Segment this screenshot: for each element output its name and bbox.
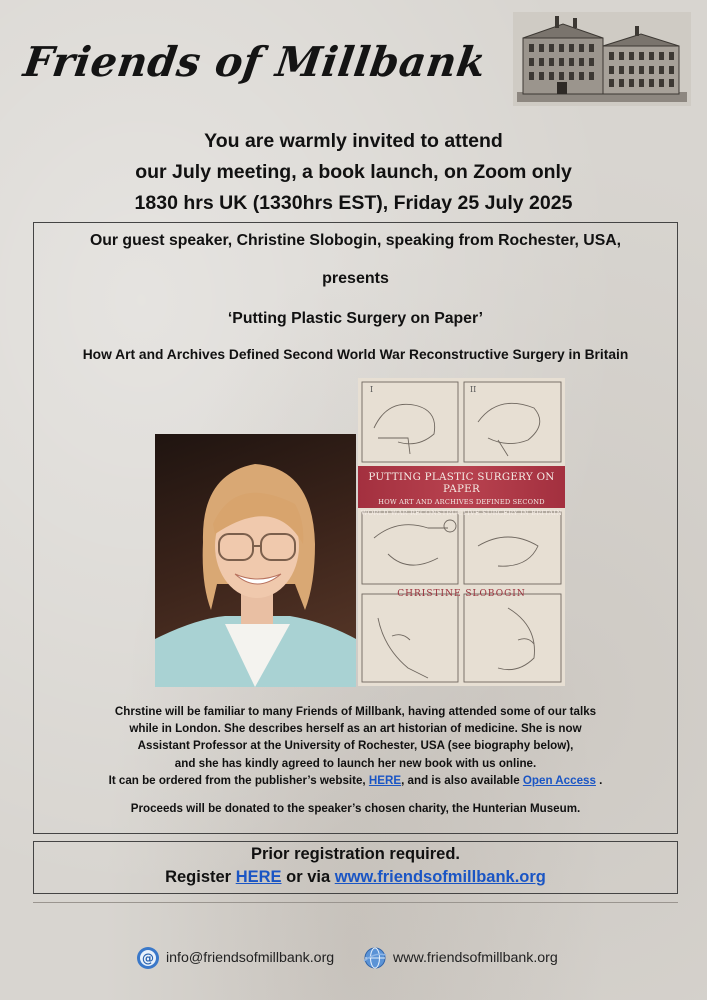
svg-text:@: @ xyxy=(142,951,154,966)
registration-block xyxy=(33,843,678,889)
cover-title-band xyxy=(358,466,565,517)
invitation-line-1: You are warmly invited to attend xyxy=(204,130,503,152)
cover-fig-label-1: I xyxy=(370,385,374,394)
proceeds-note: Proceeds will be donated to the speaker’s chosen charity, the Hunterian Museum. xyxy=(130,802,581,815)
email-icon xyxy=(136,946,160,970)
email-address[interactable]: info@friendsofmillbank.org xyxy=(166,949,335,966)
invitation-line-3: 1830 hrs UK (1330hrs EST), Friday 25 July 2025 xyxy=(134,192,573,214)
order-text-middle: , and is also available xyxy=(401,773,523,787)
book-cover xyxy=(358,378,565,686)
footer-email[interactable] xyxy=(136,946,334,970)
presents-label: presents xyxy=(322,270,389,287)
register-prefix: Register xyxy=(165,868,236,886)
invitation-line-2: our July meeting, a book launch, on Zoom only xyxy=(135,161,572,183)
bio-line-4: and she has kindly agreed to launch her new book with us online. xyxy=(174,756,537,770)
order-text-suffix: . xyxy=(595,773,603,787)
bio-line-1: Chrstine will be familiar to many Friends of Millbank, having attended some of our talks xyxy=(114,705,597,718)
register-here-link[interactable]: HERE xyxy=(235,868,282,886)
footer-website[interactable] xyxy=(363,946,558,970)
order-text-prefix: It can be ordered from the publisher’s website, xyxy=(108,773,369,787)
cover-sketches xyxy=(358,378,565,686)
invitation-heading xyxy=(0,126,707,219)
cover-author: CHRISTINE SLOBOGIN xyxy=(397,589,526,599)
register-middle: or via xyxy=(281,868,335,886)
cover-subtitle-line-1: HOW ART AND ARCHIVES DEFINED SECOND xyxy=(378,498,545,506)
bio-line-5 xyxy=(33,772,678,789)
logo: Friends of Millbank xyxy=(20,38,490,86)
footer-divider xyxy=(33,902,678,903)
cover-subtitle-line-2: WORLD WAR RECONSTRUCTIVE SURGERY IN BRITAIN xyxy=(360,509,563,517)
bio-paragraph xyxy=(33,703,678,789)
registration-line xyxy=(33,866,678,889)
globe-icon xyxy=(363,946,387,970)
speaker-line: Our guest speaker, Christine Slobogin, speaking from Rochester, USA, xyxy=(89,232,622,249)
cover-fig-label-2: II xyxy=(470,385,477,394)
bio-line-2: while in London. She describes herself as an art historian of medicine. She is now xyxy=(129,722,582,736)
bio-line-3: Assistant Professor at the University of Rochester, USA (see biography below), xyxy=(137,739,574,753)
register-website-link[interactable]: www.friendsofmillbank.org xyxy=(334,868,546,886)
speaker-portrait-illustration xyxy=(155,434,356,687)
book-title: ‘Putting Plastic Surgery on Paper’ xyxy=(227,310,484,327)
publisher-here-link[interactable]: HERE xyxy=(368,773,402,787)
building-illustration xyxy=(513,12,691,106)
open-access-link[interactable]: Open Access xyxy=(522,773,596,787)
book-subtitle: How Art and Archives Defined Second World War Reconstructive Surgery in Britain xyxy=(82,347,629,362)
website-address[interactable]: www.friendsofmillbank.org xyxy=(393,949,558,966)
speaker-photo xyxy=(155,434,356,687)
cover-title: PUTTING PLASTIC SURGERY ON PAPER xyxy=(368,471,555,495)
registration-required: Prior registration required. xyxy=(250,845,461,863)
